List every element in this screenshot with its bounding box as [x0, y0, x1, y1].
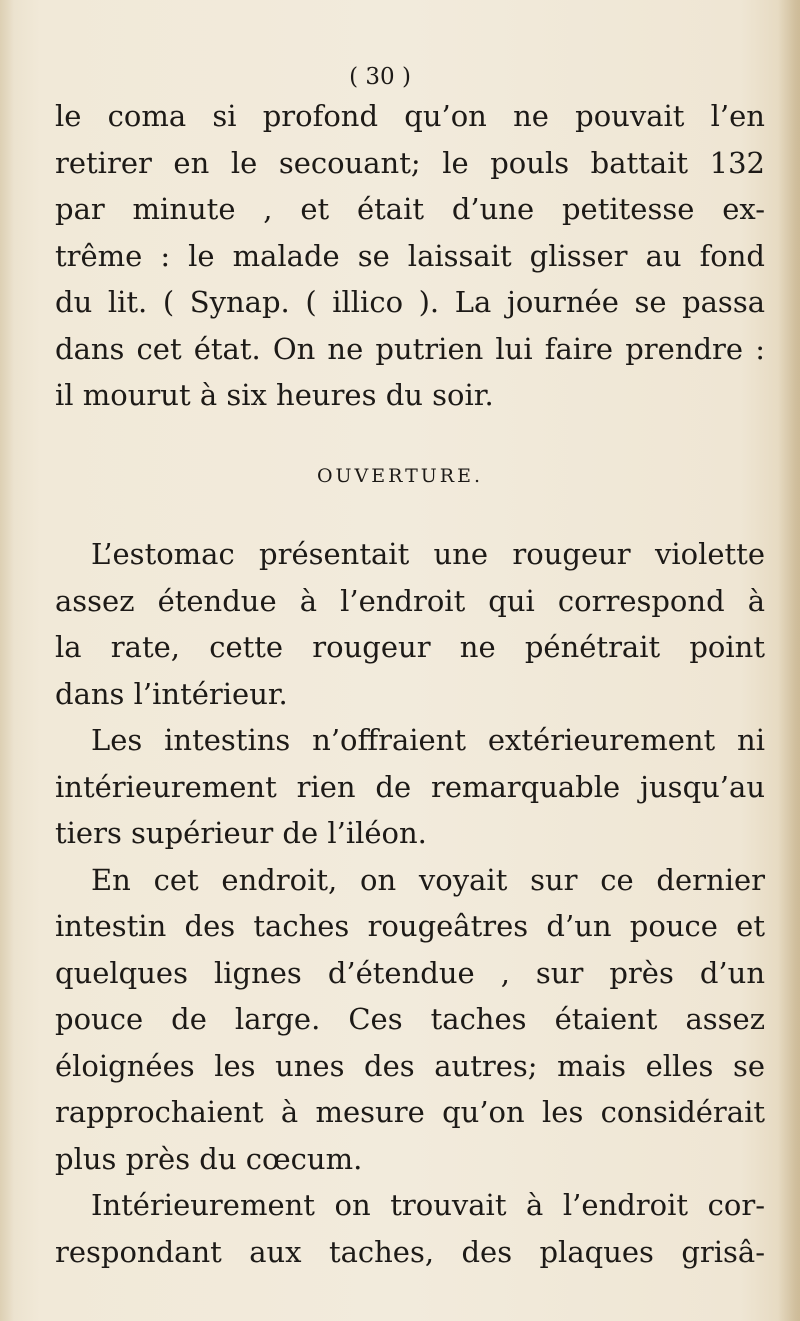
text-line: Intérieurement on trouvait à l’endroit cor- [91, 1188, 765, 1222]
page-text [55, 57, 765, 1275]
section-heading: OUVERTURE. [316, 464, 484, 487]
text-line: rapprochaient à mesure qu’on les considérait [55, 1095, 765, 1129]
paragraph-3 [55, 717, 765, 857]
text-line: la rate, cette rougeur ne pénétrait point [55, 630, 765, 664]
paragraph-2 [55, 531, 765, 717]
text-line: il mourut à six heures du soir. [55, 378, 494, 412]
text-line: plus près du cœcum. [55, 1141, 363, 1176]
text-line: dans cet état. On ne putrien lui faire prendre : [55, 331, 765, 366]
text-line: du lit. ( Synap. ( illico ). La journée se passa [55, 285, 765, 319]
text-line: par minute , et était d’une petitesse ex- [55, 192, 765, 226]
page-number: ( 30 ) [349, 64, 411, 90]
text-line: L’estomac présentait une rougeur violette [91, 537, 765, 571]
text-line: quelques lignes d’étendue , sur près d’un [55, 955, 765, 990]
text-line: tiers supérieur de l’iléon. [55, 816, 427, 850]
text-line: le coma si profond qu’on ne pouvait l’en [55, 99, 765, 133]
text-line: Les intestins n’offraient extérieurement ni [91, 723, 765, 757]
text-line: assez étendue à l’endroit qui correspond à [55, 583, 765, 618]
text-line: dans l’intérieur. [55, 676, 288, 711]
text-line: intérieurement rien de remarquable jusqu’au [55, 769, 765, 804]
text-line: En cet endroit, on voyait sur ce dernier [91, 862, 765, 897]
page-gutter-shadow [0, 0, 14, 1321]
paragraph-1 [55, 93, 765, 419]
text-line: trême : le malade se laissait glisser au fond [55, 238, 765, 273]
text-line: retirer en le secouant; le pouls battait 132 [55, 145, 765, 180]
text-line: éloignées les unes des autres; mais elles se [55, 1048, 765, 1083]
page-edge-shadow [778, 0, 800, 1321]
text-line: intestin des taches rougeâtres d’un pouce et [55, 909, 765, 943]
text-line: pouce de large. Ces taches étaient assez [55, 1002, 765, 1036]
paragraph-4 [55, 857, 765, 1183]
text-line: respondant aux taches, des plaques grisâ- [55, 1234, 765, 1269]
paragraph-5 [55, 1182, 765, 1275]
